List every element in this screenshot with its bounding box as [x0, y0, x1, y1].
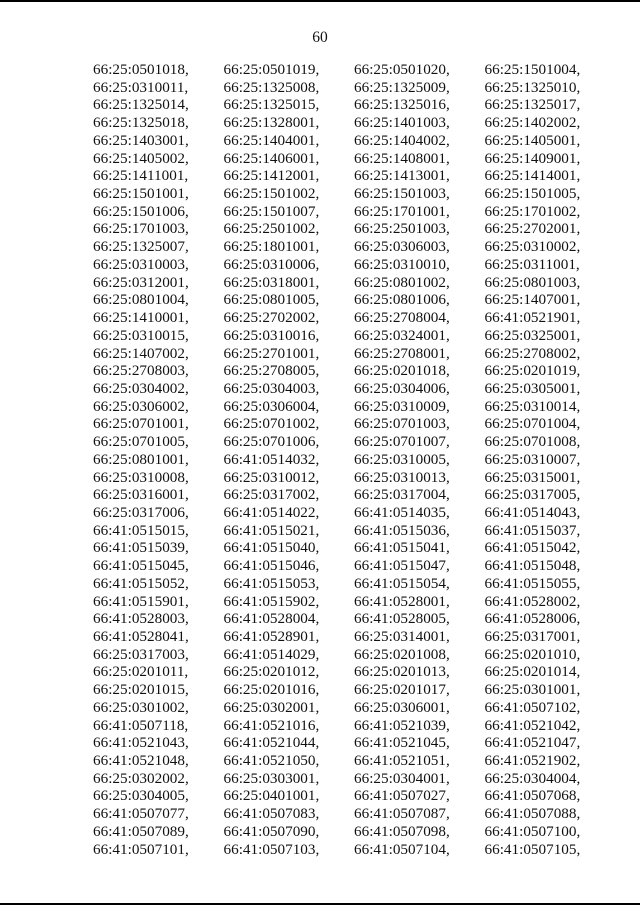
- cadastral-number: 66:41:0521044,: [223, 734, 320, 752]
- cadastral-number: 66:25:0310013,: [354, 468, 450, 486]
- list-row: [93, 114, 593, 132]
- list-row: [93, 309, 593, 327]
- list-row: [93, 256, 593, 274]
- cadastral-number: 66:25:1407002,: [93, 344, 189, 362]
- cadastral-number: 66:25:0315001,: [484, 468, 581, 486]
- cadastral-number: 66:25:1408001,: [354, 149, 450, 167]
- cadastral-number: 66:41:0528004,: [223, 610, 320, 628]
- list-row: [93, 628, 593, 646]
- cadastral-number: 66:25:1404002,: [354, 131, 450, 149]
- list-row: [93, 79, 593, 97]
- cadastral-number: 66:41:0507118,: [93, 716, 189, 734]
- list-row: [93, 220, 593, 238]
- cadastral-number: 66:25:0501019,: [223, 61, 320, 78]
- cadastral-number: 66:25:1404001,: [223, 131, 320, 149]
- cadastral-number: 66:41:0528005,: [354, 610, 450, 628]
- cadastral-number: 66:25:1501002,: [223, 185, 320, 203]
- cadastral-number: 66:41:0515047,: [354, 557, 450, 575]
- cadastral-number: 66:25:0310002,: [484, 238, 581, 256]
- cadastral-number: 66:25:0314001,: [354, 628, 450, 645]
- cadastral-number: 66:25:0318001,: [223, 273, 320, 291]
- cadastral-number: 66:25:0701007,: [354, 433, 450, 451]
- cadastral-number: 66:41:0521048,: [93, 752, 189, 770]
- cadastral-number: 66:41:0515046,: [223, 557, 320, 575]
- list-row: [93, 327, 593, 345]
- cadastral-number: 66:41:0521016,: [223, 716, 320, 734]
- cadastral-number: 66:25:0701008,: [484, 433, 581, 451]
- list-row: [93, 433, 593, 451]
- cadastral-number: 66:25:0310003,: [93, 255, 189, 273]
- cadastral-number: 66:41:0528901,: [223, 628, 320, 645]
- cadastral-number: 66:25:1501001,: [93, 185, 189, 203]
- cadastral-number: 66:25:1413001,: [354, 167, 450, 185]
- cadastral-number: 66:25:0304004,: [484, 769, 581, 787]
- cadastral-number: 66:25:0306004,: [223, 397, 320, 415]
- cadastral-number: 66:41:0507101,: [93, 840, 189, 858]
- cadastral-number: 66:25:0201011,: [93, 663, 189, 681]
- list-row: [93, 291, 593, 309]
- list-row: [93, 203, 593, 221]
- list-row: [93, 415, 593, 433]
- cadastral-number: 66:25:0201015,: [93, 681, 189, 699]
- cadastral-number: 66:25:0201014,: [484, 663, 581, 681]
- cadastral-number: 66:41:0521051,: [354, 752, 450, 770]
- cadastral-number: 66:41:0528001,: [354, 592, 450, 610]
- list-row: [93, 805, 593, 823]
- cadastral-number: 66:25:1328001,: [223, 114, 320, 132]
- cadastral-number: 66:41:0515901,: [93, 592, 189, 610]
- cadastral-number: 66:41:0515048,: [484, 557, 581, 575]
- cadastral-number: 66:41:0515037,: [484, 521, 581, 539]
- cadastral-number: 66:41:0515055,: [484, 574, 581, 592]
- cadastral-number: 66:25:0310005,: [354, 450, 450, 468]
- cadastral-number: 66:25:1501005,: [484, 185, 581, 203]
- cadastral-number: 66:41:0521043,: [93, 734, 189, 752]
- cadastral-number: 66:25:1412001,: [223, 167, 320, 185]
- cadastral-number: 66:25:0311001,: [484, 255, 580, 273]
- cadastral-number: 66:41:0507104,: [354, 840, 450, 858]
- cadastral-number: 66:41:0515902,: [223, 592, 320, 610]
- cadastral-number: 66:41:0507100,: [484, 822, 581, 840]
- cadastral-number: 66:25:1325018,: [93, 114, 189, 132]
- list-row: [93, 469, 593, 487]
- cadastral-number: 66:41:0507027,: [354, 787, 450, 805]
- list-row: [93, 539, 593, 557]
- cadastral-number: 66:41:0507098,: [354, 822, 450, 840]
- cadastral-number: 66:41:0528041,: [93, 628, 189, 645]
- cadastral-number: 66:25:0317002,: [223, 486, 320, 504]
- cadastral-number: 66:25:1409001,: [484, 149, 581, 167]
- list-row: [93, 238, 593, 256]
- cadastral-number: 66:41:0507088,: [484, 805, 581, 823]
- cadastral-number: 66:41:0528006,: [484, 610, 581, 628]
- list-row: [93, 663, 593, 681]
- cadastral-number: 66:41:0507077,: [93, 805, 189, 823]
- list-row: [93, 593, 593, 611]
- cadastral-number: 66:41:0521901,: [484, 309, 581, 327]
- cadastral-number: 66:25:0201012,: [223, 663, 320, 681]
- cadastral-number: 66:25:1325016,: [354, 96, 450, 114]
- cadastral-number: 66:25:1801001,: [223, 238, 320, 256]
- cadastral-number: 66:25:0312001,: [93, 273, 189, 291]
- cadastral-number: 66:41:0515041,: [354, 539, 450, 557]
- cadastral-number: 66:25:1410001,: [93, 309, 189, 327]
- cadastral-number: 66:25:1402002,: [484, 114, 581, 132]
- cadastral-number: 66:25:1401003,: [354, 114, 450, 132]
- cadastral-number: 66:25:2701001,: [223, 344, 320, 362]
- cadastral-number: 66:25:0304006,: [354, 379, 450, 397]
- cadastral-number: 66:41:0521902,: [484, 752, 581, 770]
- list-row: [93, 522, 593, 540]
- cadastral-number: 66:41:0507102,: [484, 698, 581, 716]
- list-row: [93, 167, 593, 185]
- cadastral-number: 66:41:0521050,: [223, 752, 320, 770]
- list-row: [93, 61, 593, 79]
- cadastral-number: 66:25:0701002,: [223, 415, 320, 433]
- list-row: [93, 398, 593, 416]
- cadastral-number: 66:25:2702001,: [484, 220, 581, 238]
- cadastral-number: 66:25:0201008,: [354, 645, 450, 663]
- cadastral-number: 66:41:0521047,: [484, 734, 581, 752]
- cadastral-number: 66:25:0201013,: [354, 663, 450, 681]
- list-row: [93, 486, 593, 504]
- cadastral-number: 66:41:0515039,: [93, 539, 189, 557]
- cadastral-number: 66:41:0528003,: [93, 610, 189, 628]
- list-row: [93, 610, 593, 628]
- list-row: [93, 345, 593, 363]
- cadastral-number: 66:41:0507103,: [223, 840, 320, 858]
- cadastral-number: 66:25:1501004,: [484, 61, 581, 78]
- cadastral-number: 66:25:2501003,: [354, 220, 450, 238]
- cadastral-number: 66:41:0515053,: [223, 574, 320, 592]
- cadastral-number: 66:41:0521042,: [484, 716, 581, 734]
- scan-top-edge: [0, 0, 640, 2]
- cadastral-number: 66:25:0801003,: [484, 273, 581, 291]
- cadastral-number: 66:25:0310014,: [484, 397, 581, 415]
- list-row: [93, 823, 593, 841]
- list-row: [93, 150, 593, 168]
- cadastral-number: 66:25:1414001,: [484, 167, 581, 185]
- cadastral-number: 66:25:1325008,: [223, 78, 320, 96]
- cadastral-number: 66:25:2708004,: [354, 309, 450, 327]
- cadastral-number: 66:25:0201016,: [223, 681, 320, 699]
- cadastral-number: 66:25:0310007,: [484, 450, 581, 468]
- list-row: [93, 132, 593, 150]
- cadastral-number: 66:41:0507068,: [484, 787, 581, 805]
- cadastral-number: 66:41:0515040,: [223, 539, 320, 557]
- cadastral-number: 66:25:0303001,: [223, 769, 320, 787]
- list-row: [93, 575, 593, 593]
- cadastral-number: 66:25:0701005,: [93, 433, 189, 451]
- cadastral-number: 66:41:0514035,: [354, 503, 450, 521]
- cadastral-number: 66:41:0515015,: [93, 521, 189, 539]
- list-row: [93, 841, 593, 859]
- cadastral-number: 66:25:0310012,: [223, 468, 320, 486]
- cadastral-number: 66:25:0302002,: [93, 769, 189, 787]
- cadastral-number: 66:25:1325017,: [484, 96, 581, 114]
- cadastral-number: 66:25:0201017,: [354, 681, 450, 699]
- cadastral-number: 66:25:1405002,: [93, 149, 189, 167]
- cadastral-number: 66:25:0305001,: [484, 379, 581, 397]
- cadastral-number: 66:25:0310010,: [354, 255, 450, 273]
- cadastral-number: 66:41:0514029,: [223, 645, 320, 663]
- cadastral-number: 66:41:0514032,: [223, 450, 320, 468]
- cadastral-number: 66:25:0304003,: [223, 379, 320, 397]
- cadastral-number: 66:41:0515021,: [223, 521, 320, 539]
- cadastral-number: 66:25:0324001,: [354, 326, 450, 344]
- cadastral-number: 66:25:1701001,: [354, 202, 450, 220]
- list-row: [93, 787, 593, 805]
- list-row: [93, 451, 593, 469]
- cadastral-number: 66:41:0515052,: [93, 574, 189, 592]
- cadastral-number: 66:41:0515045,: [93, 557, 189, 575]
- cadastral-number: 66:25:0310015,: [93, 326, 189, 344]
- cadastral-number: 66:25:2501002,: [223, 220, 320, 238]
- cadastral-number: 66:25:0801002,: [354, 273, 450, 291]
- cadastral-number: 66:25:0302001,: [223, 698, 320, 716]
- cadastral-number: 66:25:1701002,: [484, 202, 581, 220]
- cadastral-number: 66:25:0401001,: [223, 787, 320, 805]
- cadastral-number: 66:25:0310006,: [223, 255, 320, 273]
- cadastral-number: 66:41:0515054,: [354, 574, 450, 592]
- cadastral-number: 66:25:0701003,: [354, 415, 450, 433]
- cadastral-number: 66:41:0507087,: [354, 805, 450, 823]
- cadastral-number: 66:25:0316001,: [93, 486, 189, 504]
- list-row: [93, 699, 593, 717]
- cadastral-number: 66:25:0801005,: [223, 291, 320, 309]
- list-row: [93, 681, 593, 699]
- cadastral-number: 66:25:2708005,: [223, 362, 320, 380]
- cadastral-number: 66:25:1406001,: [223, 149, 320, 167]
- cadastral-number: 66:25:1403001,: [93, 131, 189, 149]
- cadastral-number: 66:41:0515036,: [354, 521, 450, 539]
- cadastral-number: 66:25:0304001,: [354, 769, 450, 787]
- cadastral-number: 66:41:0528002,: [484, 592, 581, 610]
- cadastral-number: 66:41:0515042,: [484, 539, 581, 557]
- cadastral-number: 66:25:0317003,: [93, 645, 189, 663]
- cadastral-number: 66:41:0507105,: [484, 840, 581, 858]
- cadastral-number: 66:41:0521045,: [354, 734, 450, 752]
- cadastral-number: 66:41:0507089,: [93, 822, 189, 840]
- cadastral-number: 66:25:0701006,: [223, 433, 320, 451]
- cadastral-number: 66:25:0501018,: [93, 61, 189, 78]
- cadastral-number: 66:25:0701001,: [93, 415, 189, 433]
- cadastral-number: 66:25:1411001,: [93, 167, 189, 185]
- list-row: [93, 504, 593, 522]
- list-row: [93, 185, 593, 203]
- cadastral-number: 66:25:0317004,: [354, 486, 450, 504]
- cadastral-number: 66:25:1325010,: [484, 78, 581, 96]
- cadastral-number: 66:41:0521039,: [354, 716, 450, 734]
- list-row: [93, 752, 593, 770]
- list-row: [93, 380, 593, 398]
- cadastral-number: 66:25:2702002,: [223, 309, 320, 327]
- cadastral-number: 66:41:0507083,: [223, 805, 320, 823]
- cadastral-number: 66:25:1501003,: [354, 185, 450, 203]
- list-row: [93, 557, 593, 575]
- cadastral-number: 66:25:0310009,: [354, 397, 450, 415]
- cadastral-number: 66:25:0306001,: [354, 698, 450, 716]
- cadastral-number: 66:41:0514022,: [223, 503, 320, 521]
- cadastral-number: 66:25:0801004,: [93, 291, 189, 309]
- list-row: [93, 362, 593, 380]
- cadastral-number: 66:25:0701004,: [484, 415, 581, 433]
- cadastral-number: 66:25:0301001,: [484, 681, 581, 699]
- cadastral-number: 66:25:1325009,: [354, 78, 450, 96]
- cadastral-number: 66:25:0201018,: [354, 362, 450, 380]
- list-row: [93, 717, 593, 735]
- cadastral-number: 66:25:0304002,: [93, 379, 189, 397]
- cadastral-number: 66:25:1325007,: [93, 238, 189, 256]
- cadastral-number: 66:25:1501006,: [93, 202, 189, 220]
- cadastral-number-list: [93, 61, 593, 858]
- cadastral-number: 66:25:2708003,: [93, 362, 189, 380]
- cadastral-number: 66:25:0310011,: [93, 78, 189, 96]
- list-row: [93, 274, 593, 292]
- cadastral-number: 66:25:2708002,: [484, 344, 581, 362]
- cadastral-number: 66:25:0317006,: [93, 503, 189, 521]
- cadastral-number: 66:25:0310016,: [223, 326, 320, 344]
- list-row: [93, 96, 593, 114]
- cadastral-number: 66:25:1407001,: [484, 291, 581, 309]
- cadastral-number: 66:25:0317001,: [484, 628, 581, 645]
- cadastral-number: 66:25:0310008,: [93, 468, 189, 486]
- cadastral-number: 66:25:0301002,: [93, 698, 189, 716]
- cadastral-number: 66:25:0201010,: [484, 645, 581, 663]
- cadastral-number: 66:25:1325014,: [93, 96, 189, 114]
- cadastral-number: 66:25:0801001,: [93, 450, 189, 468]
- cadastral-number: 66:41:0507090,: [223, 822, 320, 840]
- cadastral-number: 66:25:0801006,: [354, 291, 450, 309]
- cadastral-number: 66:25:1405001,: [484, 131, 581, 149]
- list-row: [93, 770, 593, 788]
- cadastral-number: 66:25:0325001,: [484, 326, 581, 344]
- cadastral-number: 66:25:0306002,: [93, 397, 189, 415]
- cadastral-number: 66:25:0304005,: [93, 787, 189, 805]
- cadastral-number: 66:25:0501020,: [354, 61, 450, 78]
- cadastral-number: 66:25:0306003,: [354, 238, 450, 256]
- page-number: 60: [312, 29, 328, 46]
- cadastral-number: 66:25:1701003,: [93, 220, 189, 238]
- list-row: [93, 646, 593, 664]
- cadastral-number: 66:25:0201019,: [484, 362, 581, 380]
- cadastral-number: 66:25:1325015,: [223, 96, 320, 114]
- cadastral-number: 66:25:0317005,: [484, 486, 581, 504]
- cadastral-number: 66:41:0514043,: [484, 503, 581, 521]
- cadastral-number: 66:25:2708001,: [354, 344, 450, 362]
- cadastral-number: 66:25:1501007,: [223, 202, 320, 220]
- list-row: [93, 734, 593, 752]
